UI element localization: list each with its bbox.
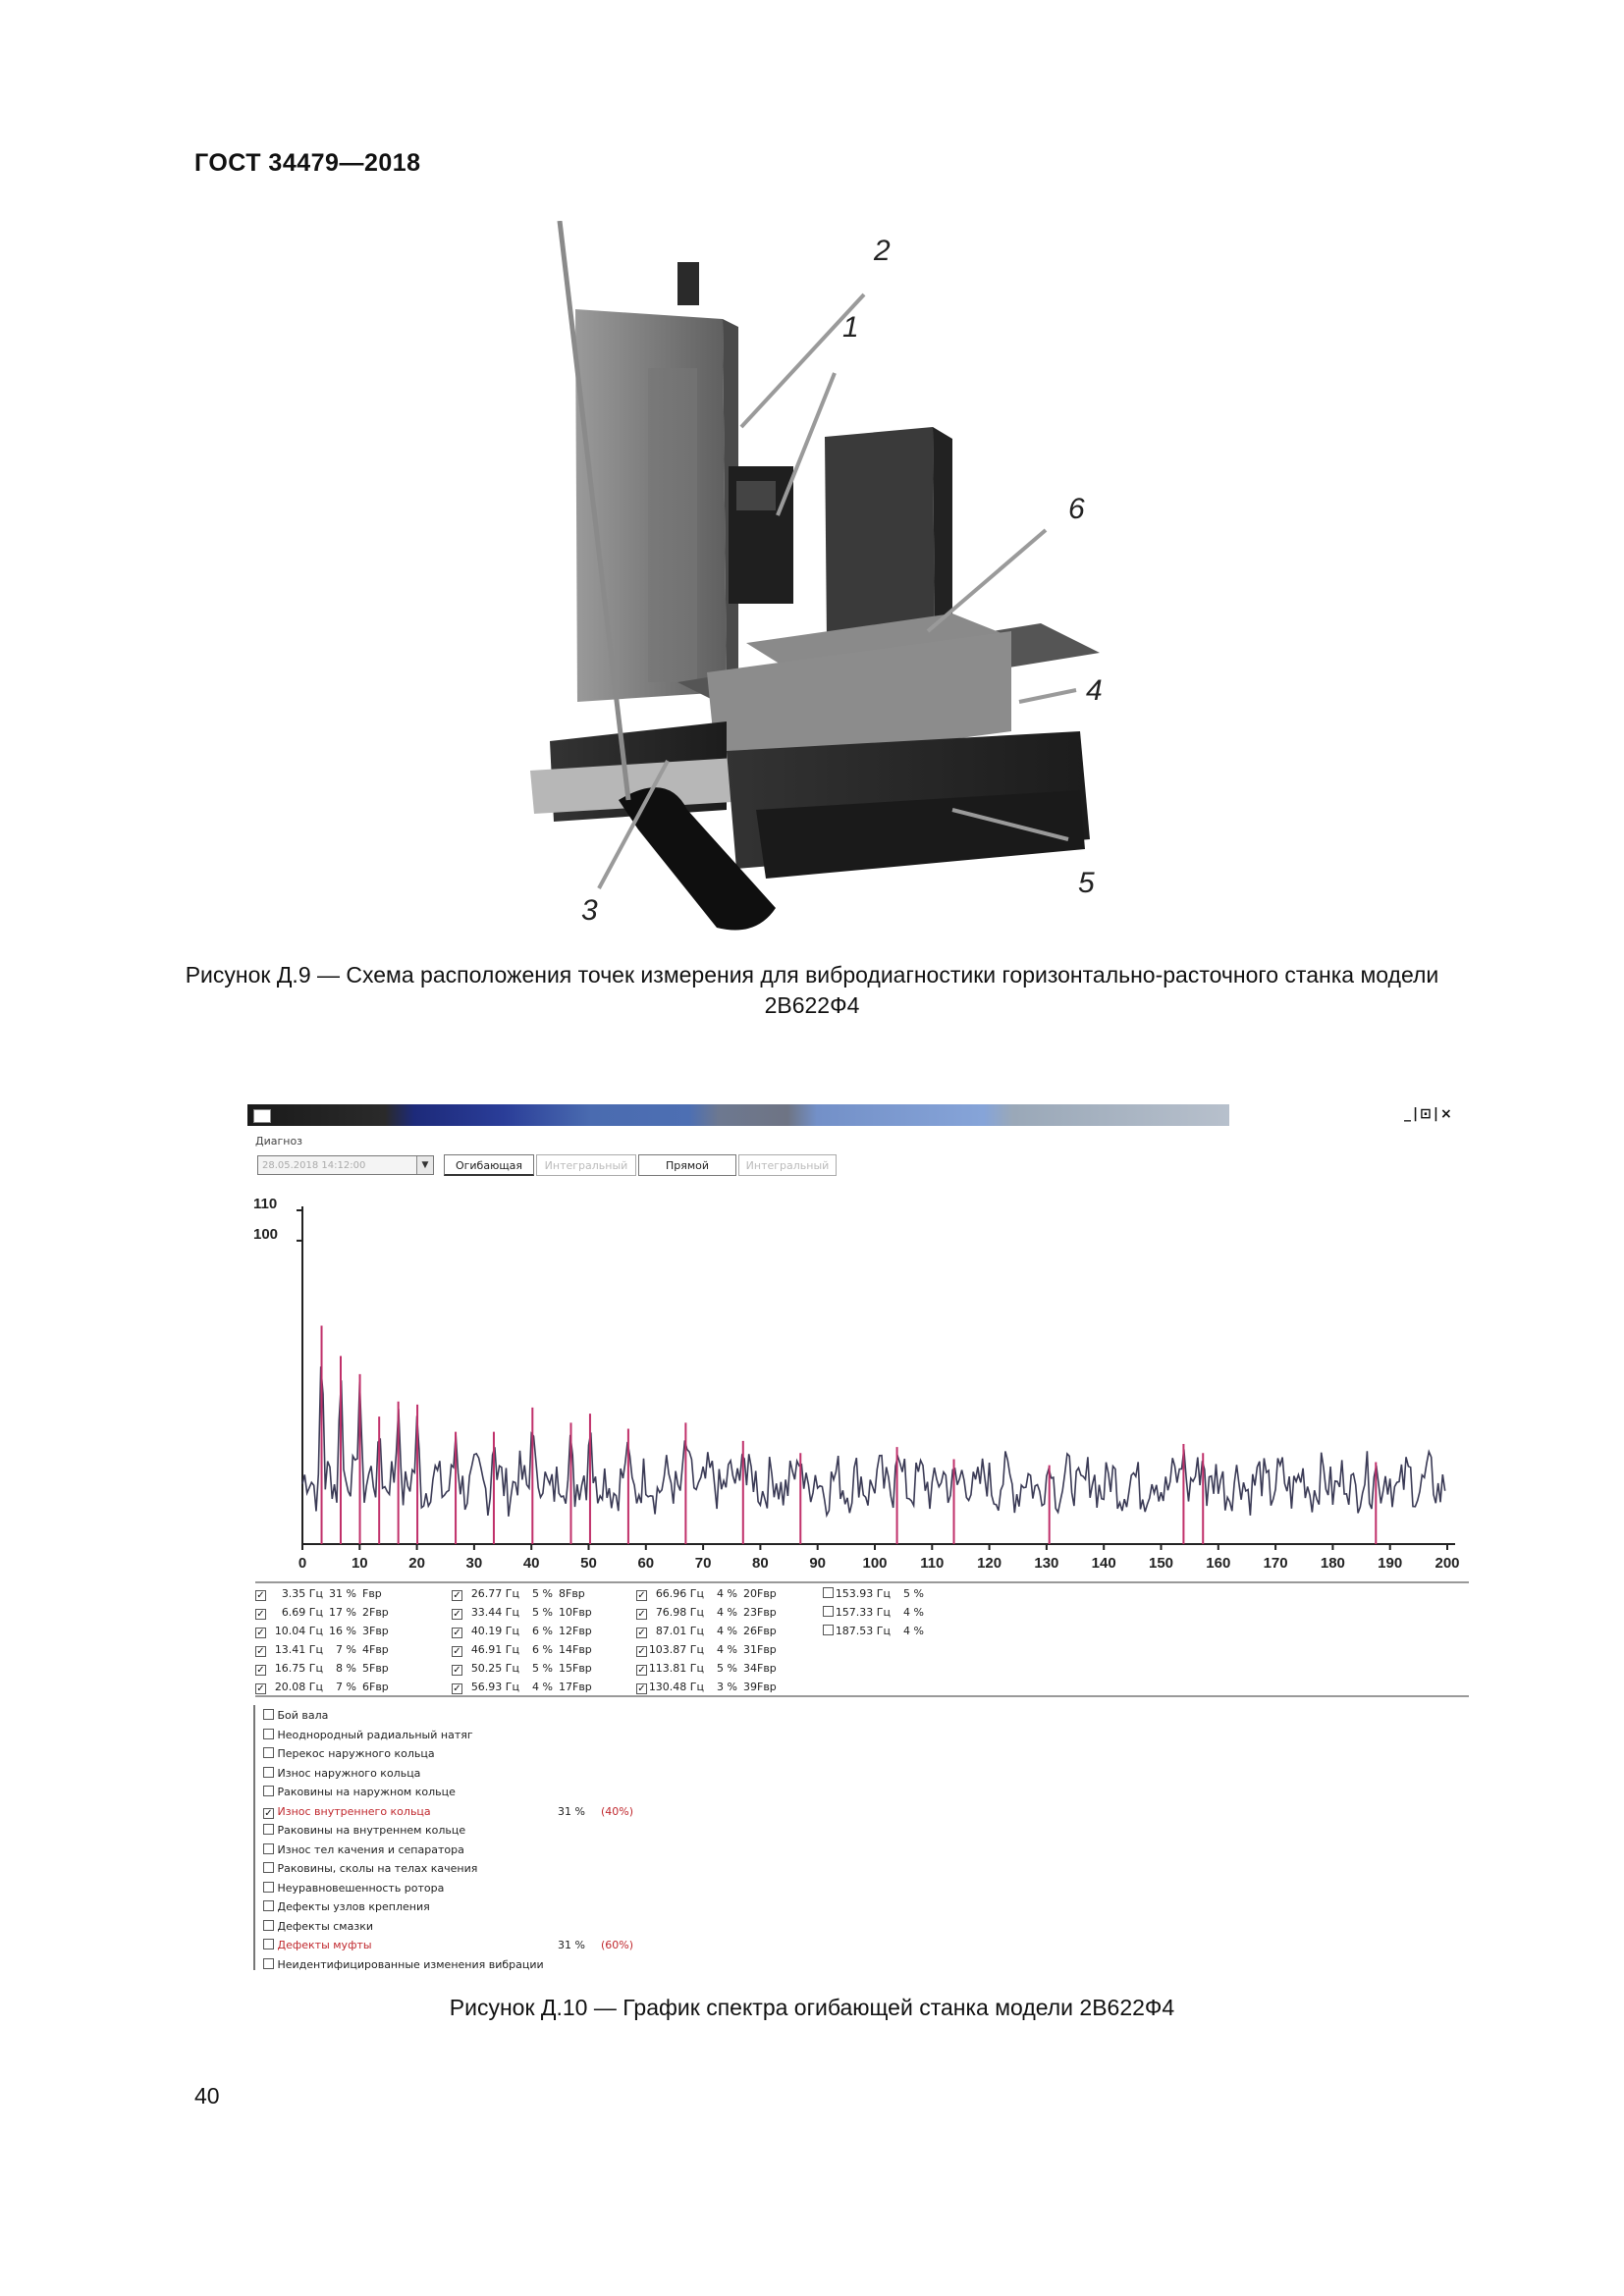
diagnosis-item[interactable] [263, 1862, 477, 1875]
window-titlebar [247, 1104, 1229, 1126]
program-window [247, 1104, 1473, 1970]
harmonic-row [255, 1587, 402, 1601]
diagnosis-item[interactable] [263, 1882, 444, 1895]
harmonic-checkbox[interactable] [452, 1646, 462, 1657]
divider [255, 1695, 1469, 1697]
harmonic-percent: 6 % [532, 1643, 553, 1656]
diagnosis-item[interactable] [263, 1804, 634, 1819]
harmonic-row [255, 1681, 402, 1694]
harmonic-row [636, 1606, 783, 1620]
harmonic-checkbox[interactable] [255, 1665, 266, 1676]
harmonic-row [452, 1662, 598, 1676]
diagnosis-label: Раковины на наружном кольце [274, 1786, 456, 1798]
x-tick-label: 180 [1320, 1555, 1345, 1572]
x-tick-label: 50 [580, 1555, 597, 1572]
harmonic-checkbox[interactable] [823, 1587, 834, 1598]
harmonic-percent: 4 % [717, 1606, 737, 1619]
harmonic-order: 20Fвр [743, 1587, 777, 1600]
harmonic-order: Fвр [362, 1587, 382, 1600]
harmonic-order: 34Fвр [743, 1662, 777, 1675]
diagnosis-checkbox[interactable] [263, 1920, 274, 1931]
diagnosis-checkbox[interactable] [263, 1747, 274, 1758]
window-control-buttons[interactable]: _|⊡|× [1404, 1106, 1454, 1122]
diagnosis-label: Неидентифицированные изменения вибрации [274, 1957, 544, 1971]
harmonic-order: 39Fвр [743, 1681, 777, 1693]
harmonic-checkbox[interactable] [823, 1606, 834, 1617]
diagnosis-item[interactable] [263, 1729, 473, 1741]
harmonic-checkbox[interactable] [636, 1683, 647, 1694]
diagnosis-item[interactable] [263, 1767, 420, 1780]
diagnosis-label: Раковины, сколы на телах качения [274, 1862, 478, 1875]
diagnosis-label: Перекос наружного кольца [274, 1747, 435, 1760]
diagnosis-item[interactable] [263, 1824, 465, 1837]
diagnosis-checkbox[interactable] [263, 1709, 274, 1720]
harmonic-row [636, 1587, 783, 1601]
diagnosis-checkbox[interactable] [263, 1808, 274, 1819]
harmonic-checkbox[interactable] [636, 1628, 647, 1638]
x-tick-label: 100 [862, 1555, 888, 1572]
diagnosis-checkbox[interactable] [263, 1862, 274, 1873]
diagnosis-label: Износ внутреннего кольца [274, 1804, 431, 1818]
callout-2: 2 [874, 235, 891, 267]
x-tick-label: 0 [298, 1555, 307, 1572]
harmonic-order: 6Fвр [362, 1681, 389, 1693]
diagnosis-item[interactable] [263, 1709, 328, 1722]
harmonic-checkbox[interactable] [452, 1609, 462, 1620]
harmonic-frequency: 187.53 Гц [835, 1625, 891, 1637]
harmonic-row [452, 1681, 598, 1694]
harmonic-percent: 8 % [336, 1662, 356, 1675]
diagnosis-item[interactable] [263, 1747, 435, 1760]
diagnosis-checkbox[interactable] [263, 1843, 274, 1854]
harmonic-checkbox[interactable] [636, 1609, 647, 1620]
tab-integral-1[interactable]: Интегральный [536, 1154, 636, 1176]
diagnosis-threshold: (60%) [601, 1939, 634, 1951]
divider [255, 1581, 1469, 1583]
diagnosis-checkbox[interactable] [263, 1939, 274, 1949]
harmonic-percent: 7 % [336, 1643, 356, 1656]
chevron-down-icon[interactable]: ▼ [416, 1156, 433, 1174]
harmonic-percent: 5 % [532, 1587, 553, 1600]
harmonic-checkbox[interactable] [255, 1590, 266, 1601]
x-tick-label: 20 [408, 1555, 425, 1572]
harmonic-percent: 4 % [903, 1606, 924, 1619]
x-tick-label: 170 [1263, 1555, 1288, 1572]
diagnosis-checkbox[interactable] [263, 1767, 274, 1778]
x-tick-label: 10 [351, 1555, 368, 1572]
date-select[interactable] [257, 1155, 434, 1175]
spectrum-line [302, 1366, 1445, 1517]
document-header: ГОСТ 34479—2018 [194, 149, 421, 177]
harmonic-row [255, 1625, 402, 1638]
tab-integral-2[interactable]: Интегральный [738, 1154, 837, 1176]
diagnosis-label: Неуравновешенность ротора [274, 1881, 445, 1895]
diagnosis-label: Дефекты муфты [274, 1939, 372, 1951]
system-menu-icon[interactable] [253, 1109, 271, 1123]
y-tick-label: 100 [253, 1225, 279, 1243]
harmonic-checkbox[interactable] [255, 1646, 266, 1657]
harmonic-frequency: 6.69 Гц [281, 1606, 323, 1619]
callout-4: 4 [1086, 674, 1103, 707]
harmonic-percent: 5 % [532, 1606, 553, 1619]
x-tick-label: 70 [694, 1555, 712, 1572]
figure-caption-d9: Рисунок Д.9 — Схема расположения точек измерения для вибродиагностики горизонтально-расточного станка модели 2В622Ф4 [185, 962, 1439, 1018]
diagnosis-percent: 31 % [558, 1804, 585, 1818]
page-number: 40 [194, 2083, 220, 2109]
harmonic-order: 15Fвр [559, 1662, 592, 1675]
harmonic-percent: 17 % [329, 1606, 356, 1619]
harmonic-percent: 4 % [717, 1625, 737, 1637]
diagnosis-percent: 31 % [558, 1939, 585, 1951]
harmonic-order: 14Fвр [559, 1643, 592, 1656]
harmonic-percent: 5 % [532, 1662, 553, 1675]
harmonic-checkbox[interactable] [255, 1628, 266, 1638]
harmonic-frequency: 46.91 Гц [470, 1643, 519, 1656]
diagnosis-checkbox[interactable] [263, 1958, 274, 1969]
diagnosis-item[interactable] [263, 1939, 634, 1951]
harmonic-percent: 5 % [903, 1587, 924, 1600]
harmonic-row [452, 1587, 598, 1601]
x-tick-label: 160 [1206, 1555, 1231, 1572]
diagnosis-label: Дефекты смазки [274, 1919, 373, 1933]
diagnosis-checkbox[interactable] [263, 1824, 274, 1835]
diagnosis-label: Раковины на внутреннем кольце [274, 1824, 466, 1837]
harmonic-order: 12Fвр [559, 1625, 592, 1637]
diagnosis-label: Износ тел качения и сепаратора [274, 1842, 464, 1856]
x-tick-label: 110 [920, 1555, 945, 1572]
harmonic-frequency: 3.35 Гц [281, 1587, 323, 1600]
machine-illustration [530, 221, 1119, 947]
x-tick-label: 140 [1091, 1555, 1116, 1572]
harmonic-percent: 4 % [717, 1643, 737, 1656]
harmonic-percent: 16 % [329, 1625, 356, 1637]
diagnosis-item[interactable] [263, 1843, 464, 1856]
diagnosis-checkbox[interactable] [263, 1882, 274, 1893]
harmonic-frequency: 20.08 Гц [274, 1681, 323, 1693]
harmonic-row [636, 1681, 783, 1694]
harmonic-order: 10Fвр [559, 1606, 592, 1619]
harmonic-percent: 7 % [336, 1681, 356, 1693]
harmonic-order: 17Fвр [559, 1681, 592, 1693]
harmonic-frequency: 153.93 Гц [835, 1587, 891, 1600]
date-select-value: 28.05.2018 14:12:00 [262, 1160, 366, 1171]
diagnosis-threshold: (40%) [601, 1804, 634, 1818]
x-tick-label: 120 [977, 1555, 1002, 1572]
harmonic-percent: 4 % [903, 1625, 924, 1637]
harmonic-frequency: 87.01 Гц [655, 1625, 704, 1637]
diagnosis-item[interactable] [263, 1920, 373, 1933]
harmonic-row [823, 1587, 969, 1600]
harmonic-frequency: 76.98 Гц [655, 1606, 704, 1619]
harmonic-frequency: 40.19 Гц [470, 1625, 519, 1637]
harmonic-percent: 6 % [532, 1625, 553, 1637]
diagnosis-list [253, 1705, 1467, 1970]
harmonic-frequency: 130.48 Гц [648, 1681, 704, 1693]
diagnosis-label: Износ наружного кольца [274, 1766, 421, 1780]
diagnosis-item[interactable] [263, 1958, 544, 1971]
harmonic-checkbox[interactable] [636, 1665, 647, 1676]
harmonic-order: 2Fвр [362, 1606, 389, 1619]
harmonic-frequency: 10.04 Гц [274, 1625, 323, 1637]
tab-direct[interactable]: Прямой [638, 1154, 736, 1176]
harmonic-percent: 5 % [717, 1662, 737, 1675]
spectrum-chart [247, 1178, 1473, 1590]
diagnosis-label: Дефекты узлов крепления [274, 1900, 430, 1913]
harmonic-row [255, 1643, 402, 1657]
harmonic-row [636, 1643, 783, 1657]
harmonic-row [255, 1662, 402, 1676]
harmonic-order: 3Fвр [362, 1625, 389, 1637]
harmonic-order: 8Fвр [559, 1587, 585, 1600]
harmonic-row [452, 1625, 598, 1638]
harmonic-frequency: 33.44 Гц [470, 1606, 519, 1619]
x-tick-label: 90 [809, 1555, 827, 1572]
harmonic-checkbox[interactable] [452, 1683, 462, 1694]
harmonic-order: 4Fвр [362, 1643, 389, 1656]
tab-envelope[interactable]: Огибающая [444, 1154, 534, 1176]
harmonic-checkbox[interactable] [636, 1646, 647, 1657]
figure-caption-d10: Рисунок Д.10 — График спектра огибающей станка модели 2В622Ф4 [449, 1995, 1175, 2020]
harmonic-frequency: 113.81 Гц [648, 1662, 704, 1675]
harmonic-frequency: 157.33 Гц [835, 1606, 891, 1619]
diagnosis-checkbox[interactable] [263, 1900, 274, 1911]
harmonic-percent: 3 % [717, 1681, 737, 1693]
harmonic-frequency: 66.96 Гц [655, 1587, 704, 1600]
harmonic-checkbox[interactable] [255, 1609, 266, 1620]
x-tick-label: 150 [1148, 1555, 1174, 1572]
harmonic-row [255, 1606, 402, 1620]
diagnosis-checkbox[interactable] [263, 1786, 274, 1796]
harmonic-row [823, 1606, 969, 1619]
harmonic-percent: 4 % [717, 1587, 737, 1600]
harmonic-checkbox[interactable] [452, 1665, 462, 1676]
x-tick-label: 190 [1378, 1555, 1403, 1572]
x-tick-label: 200 [1435, 1555, 1460, 1572]
x-tick-label: 80 [752, 1555, 769, 1572]
harmonic-percent: 31 % [329, 1587, 356, 1600]
harmonic-checkbox[interactable] [823, 1625, 834, 1635]
x-tick-label: 130 [1034, 1555, 1059, 1572]
harmonic-frequency: 50.25 Гц [470, 1662, 519, 1675]
x-tick-label: 60 [637, 1555, 655, 1572]
diagnosis-label: Бой вала [274, 1709, 329, 1722]
harmonic-order: 31Fвр [743, 1643, 777, 1656]
harmonic-checkbox[interactable] [452, 1590, 462, 1601]
spectrum-chart-svg [247, 1178, 1473, 1590]
harmonic-checkbox[interactable] [452, 1628, 462, 1638]
harmonic-row [823, 1625, 969, 1637]
harmonic-frequency: 16.75 Гц [274, 1662, 323, 1675]
menu-diagnosis[interactable]: Диагноз [255, 1135, 303, 1148]
harmonic-order: 26Fвр [743, 1625, 777, 1637]
diagnosis-item[interactable] [263, 1900, 430, 1913]
harmonic-percent: 4 % [532, 1681, 553, 1693]
harmonic-checkbox[interactable] [636, 1590, 647, 1601]
callout-3: 3 [581, 894, 598, 927]
x-tick-label: 30 [465, 1555, 483, 1572]
harmonic-row [636, 1625, 783, 1638]
harmonic-row [636, 1662, 783, 1676]
callout-6: 6 [1068, 493, 1085, 525]
harmonic-checkbox[interactable] [255, 1683, 266, 1694]
harmonic-frequency: 13.41 Гц [274, 1643, 323, 1656]
harmonic-frequency: 26.77 Гц [470, 1587, 519, 1600]
callout-1: 1 [842, 311, 859, 344]
harmonic-order: 5Fвр [362, 1662, 389, 1675]
diagnosis-label: Неоднородный радиальный натяг [274, 1728, 473, 1741]
harmonic-row [452, 1606, 598, 1620]
x-tick-label: 40 [522, 1555, 540, 1572]
diagnosis-checkbox[interactable] [263, 1729, 274, 1739]
harmonic-order: 23Fвр [743, 1606, 777, 1619]
y-tick-label: 110 [253, 1196, 278, 1212]
diagnosis-item[interactable] [263, 1786, 456, 1798]
harmonic-row [452, 1643, 598, 1657]
harmonic-frequency: 103.87 Гц [648, 1643, 704, 1656]
harmonic-frequency: 56.93 Гц [470, 1681, 519, 1693]
callout-5: 5 [1078, 867, 1095, 899]
